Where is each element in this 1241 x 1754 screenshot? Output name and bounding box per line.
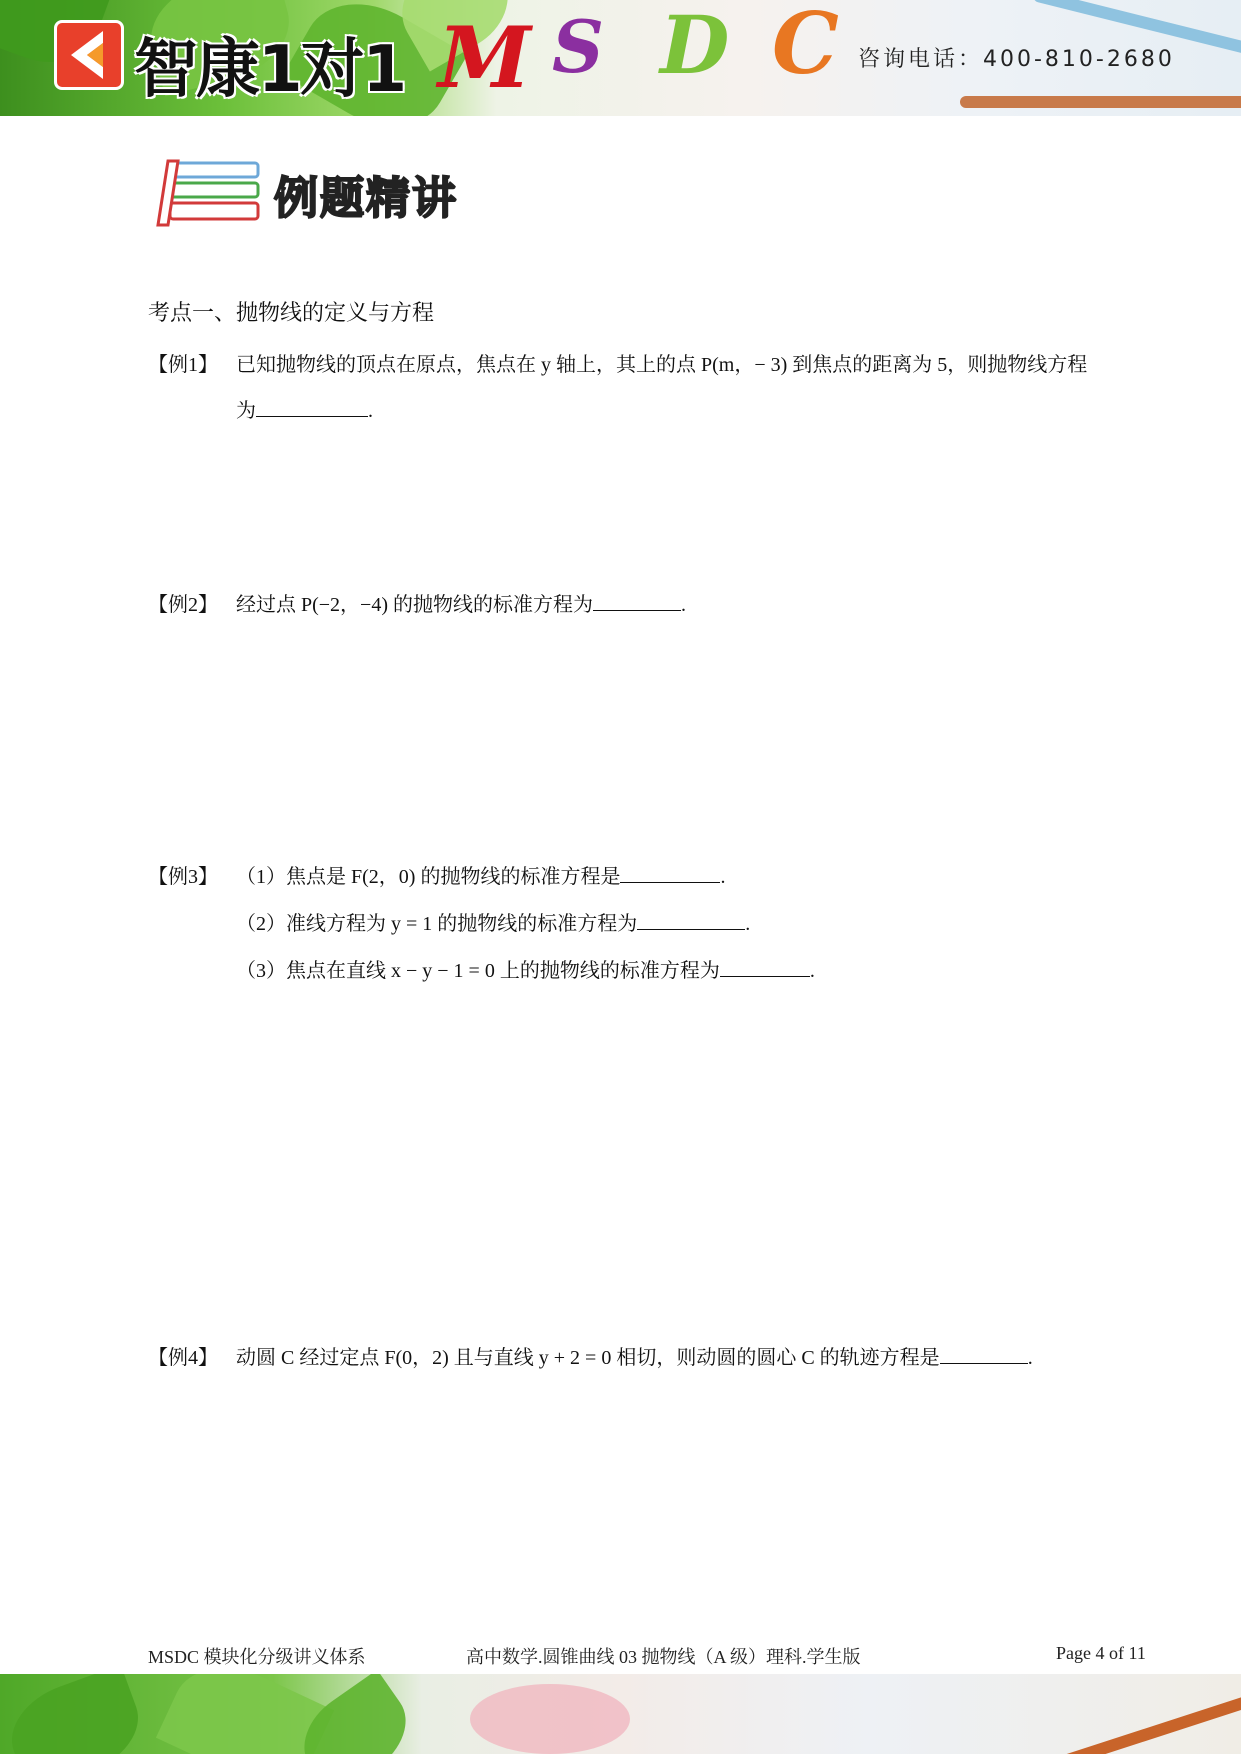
page-number: Page 4 of 11 (1056, 1643, 1146, 1663)
example-text: （3）焦点在直线 x − y − 1 = 0 上的抛物线的标准方程为 (236, 960, 720, 982)
example-line: （2）准线方程为 y = 1 的抛物线的标准方程为 . (236, 913, 751, 935)
example-text: 为 (236, 400, 256, 422)
answer-blank[interactable] (720, 958, 810, 977)
example-label: 【例4】 (148, 1347, 218, 1369)
example-line: （3）焦点在直线 x − y − 1 = 0 上的抛物线的标准方程为 . (236, 960, 815, 982)
answer-blank[interactable] (940, 1345, 1028, 1364)
example-label: 【例2】 (148, 594, 218, 616)
example-text: （1）焦点是 F(2，0) 的抛物线的标准方程是 (236, 866, 621, 888)
butterfly-decoration (470, 1684, 630, 1754)
brand-logo-icon (54, 20, 124, 90)
msdc-letter-s: S (552, 4, 604, 89)
pencil-decoration (960, 96, 1241, 108)
msdc-letter-c: C (772, 0, 839, 93)
answer-blank[interactable] (593, 592, 681, 611)
section-title: 例题精讲 (274, 173, 458, 224)
example-line: （1）焦点是 F(2，0) 的抛物线的标准方程是 . (236, 866, 726, 888)
example-text: 经过点 P(−2，−4) 的抛物线的标准方程为 (236, 594, 594, 616)
consult-phone: 咨询电话：400-810-2680 (858, 47, 1175, 72)
answer-blank[interactable] (620, 864, 720, 883)
footer-center: 高中数学.圆锥曲线 03 抛物线（A 级）理科.学生版 (466, 1647, 861, 1667)
example-label: 【例1】 (148, 354, 218, 376)
msdc-letter-m: M (438, 8, 531, 107)
header-banner (0, 0, 1241, 116)
example-text-continued: 为 . (236, 400, 373, 422)
footer-left: MSDC 模块化分级讲义体系 (148, 1647, 366, 1667)
footer-banner (0, 1674, 1241, 1754)
books-icon (152, 157, 262, 229)
pencil-decoration (1044, 1687, 1241, 1754)
brand-name: 智康1对1 (134, 33, 406, 107)
leaf-decoration (0, 1674, 151, 1754)
example-line: 经过点 P(−2，−4) 的抛物线的标准方程为 . (236, 594, 687, 616)
example-line: 动圆 C 经过定点 F(0，2) 且与直线 y + 2 = 0 相切，则动圆的圆心 C 的轨迹方程是 . (236, 1347, 1033, 1369)
topic-heading: 考点一、抛物线的定义与方程 (148, 301, 435, 326)
msdc-letter-d: D (660, 0, 730, 92)
example-text: 动圆 C 经过定点 F(0，2) 且与直线 y + 2 = 0 相切，则动圆的圆心 C 的轨迹方程是 (236, 1347, 940, 1369)
example-text: （2）准线方程为 y = 1 的抛物线的标准方程为 (236, 913, 638, 935)
answer-blank[interactable] (256, 398, 368, 417)
answer-blank[interactable] (637, 911, 745, 930)
example-text: 已知抛物线的顶点在原点，焦点在 y 轴上，其上的点 P(m，− 3) 到焦点的距离为 5，则抛物线方程 (236, 354, 1088, 376)
example-label: 【例3】 (148, 866, 218, 888)
